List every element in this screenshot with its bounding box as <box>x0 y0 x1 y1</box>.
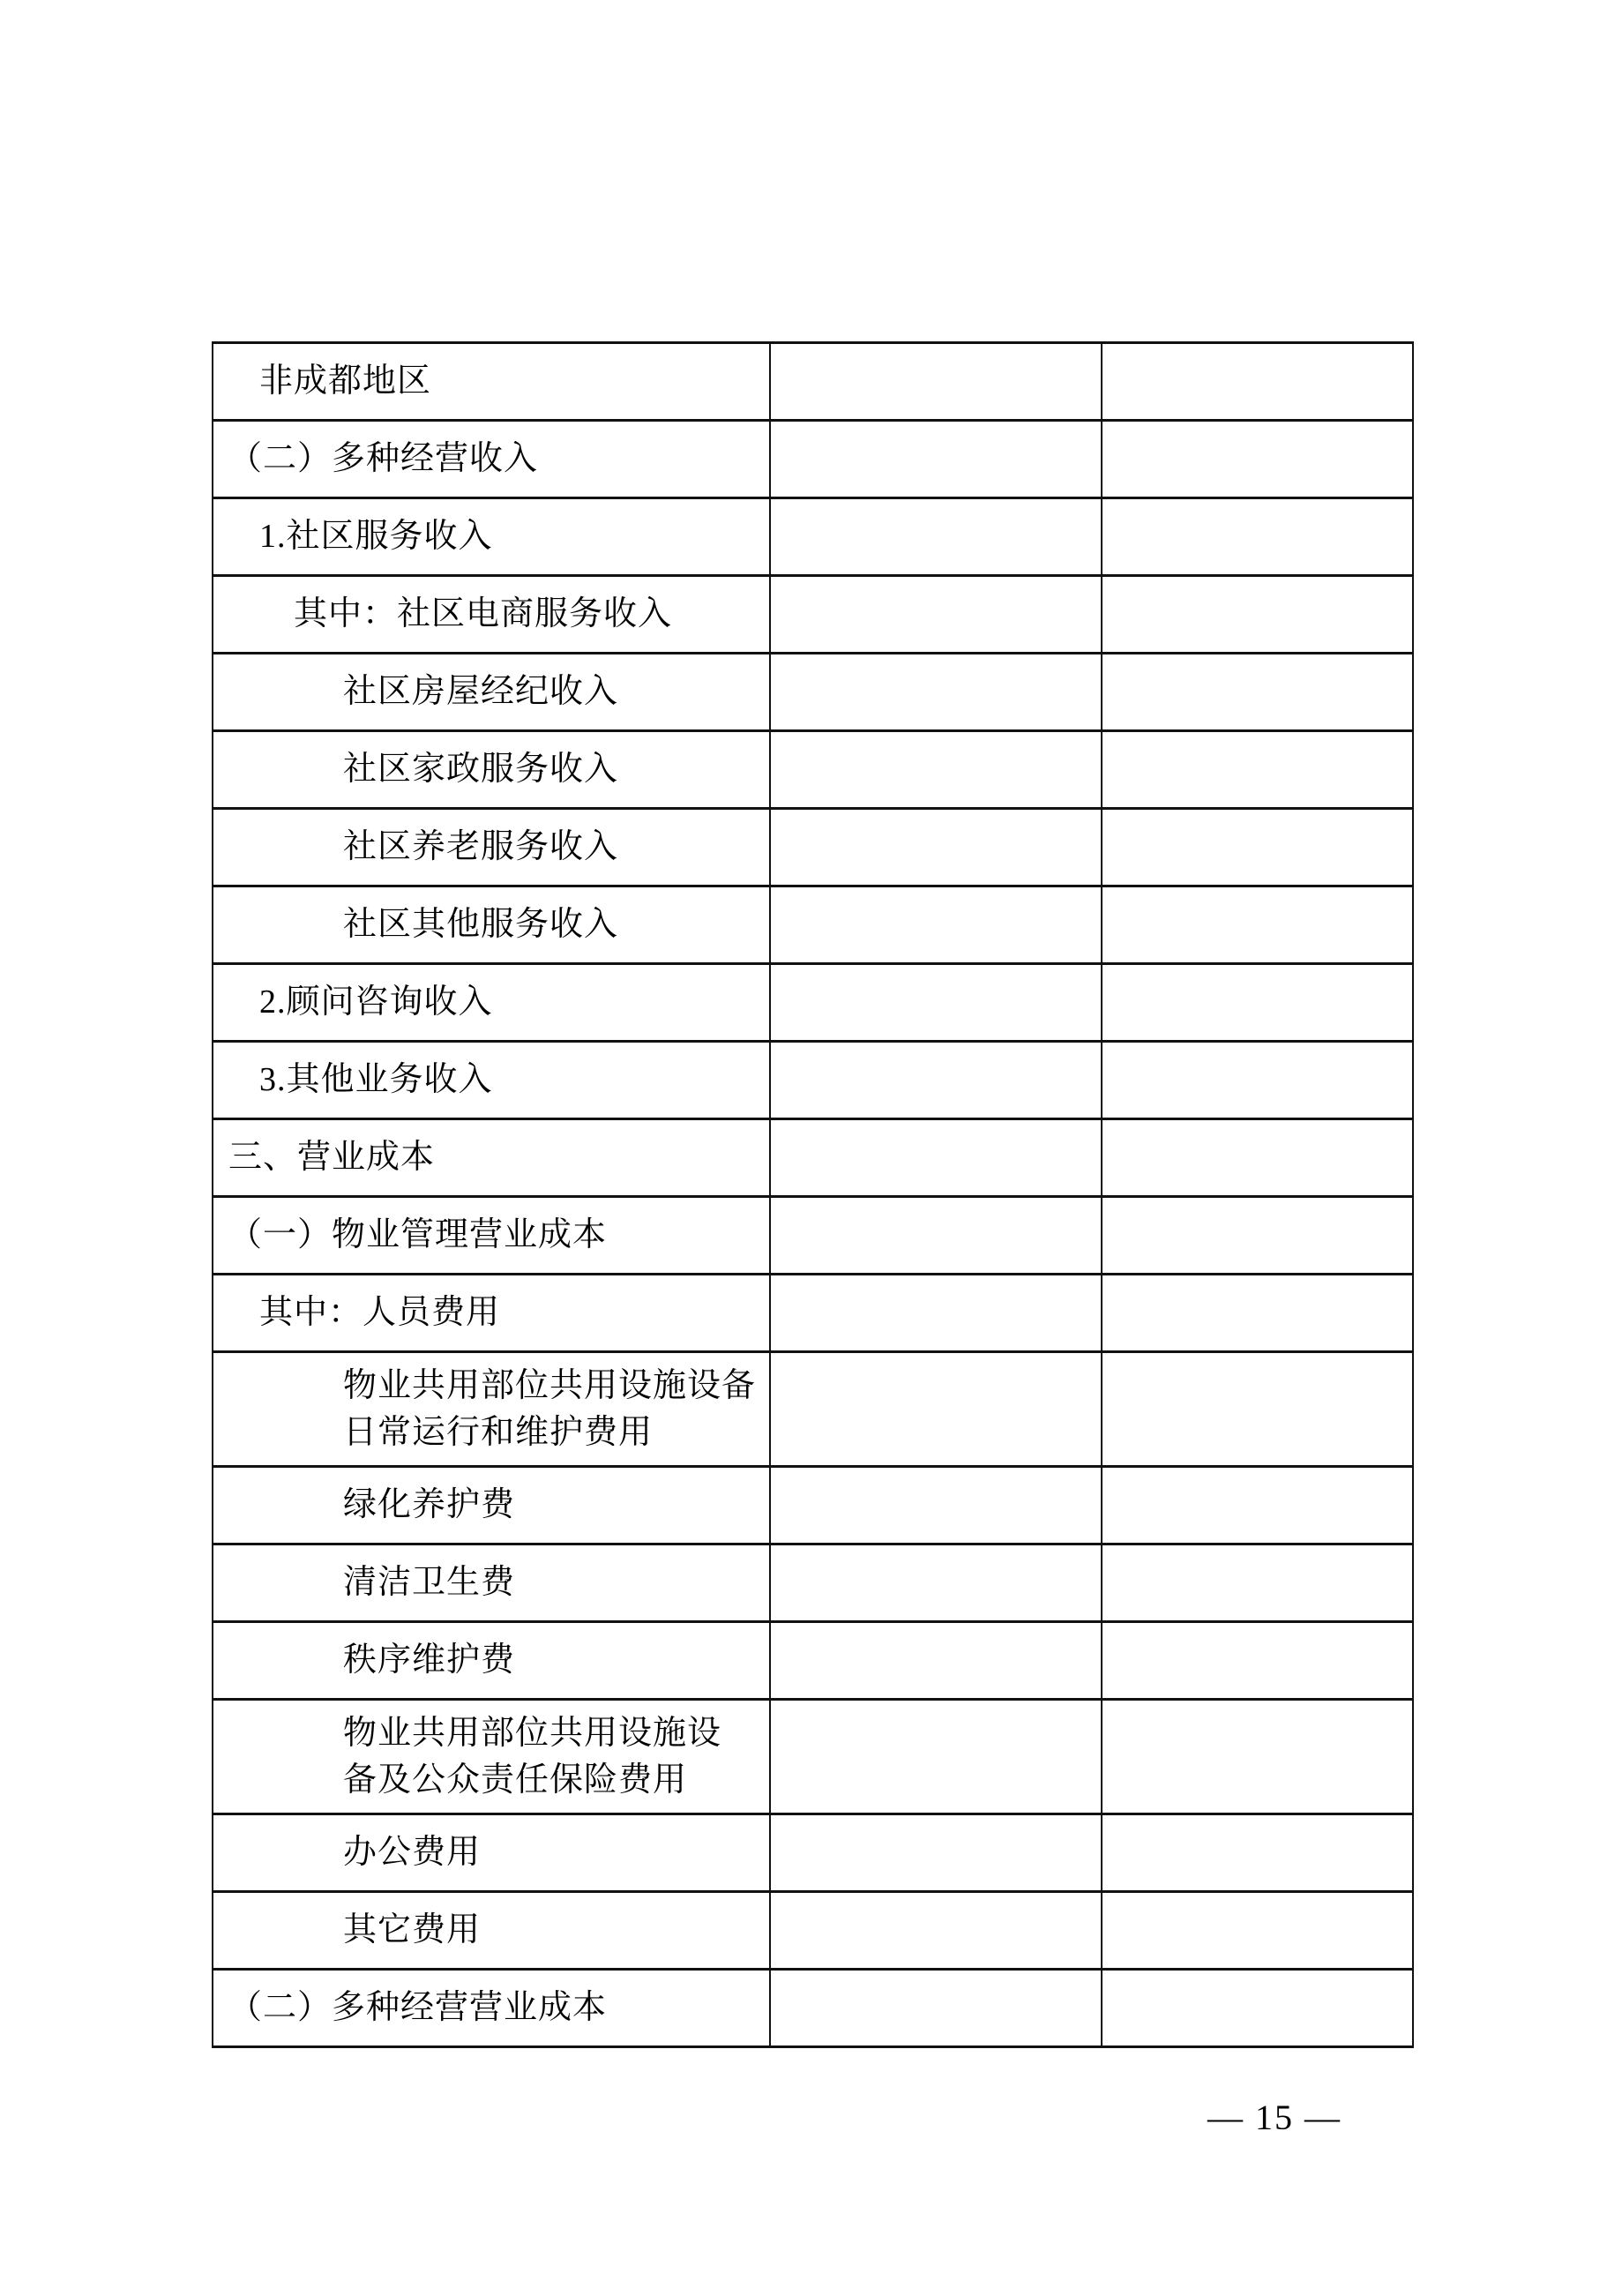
table-row <box>213 731 1413 809</box>
row-label-text: （一）物业管理营业成本 <box>228 1216 608 1253</box>
table-row <box>213 654 1413 731</box>
row-label-text: 其中：社区电商服务收入 <box>294 595 673 632</box>
row-label-cell <box>213 731 770 809</box>
row-label-cell <box>213 1042 770 1119</box>
value-cell-empty <box>1102 1352 1413 1467</box>
value-cell-empty <box>1102 1970 1413 2047</box>
value-cell-empty <box>1102 1042 1413 1119</box>
table-row <box>213 1352 1413 1467</box>
value-cell-empty <box>770 576 1102 654</box>
row-label-cell <box>213 1467 770 1544</box>
value-cell-empty <box>770 1814 1102 1892</box>
table-row <box>213 1700 1413 1814</box>
financial-table-body <box>213 343 1413 2047</box>
table-row <box>213 498 1413 576</box>
value-cell-empty <box>1102 1119 1413 1197</box>
value-cell-empty <box>1102 1814 1413 1892</box>
row-label-text: 社区养老服务收入 <box>343 828 619 865</box>
row-label-text: 非成都地区 <box>259 363 432 400</box>
row-label-cell <box>213 1119 770 1197</box>
row-label-text: 物业共用部位共用设施设 备及公众责任保险费用 <box>343 1714 722 1799</box>
value-cell-empty <box>1102 731 1413 809</box>
value-cell-empty <box>770 1622 1102 1700</box>
value-cell-empty <box>770 1892 1102 1970</box>
table-row <box>213 1544 1413 1622</box>
row-label-cell <box>213 1892 770 1970</box>
row-label-cell <box>213 343 770 421</box>
row-label-text: 其中：人员费用 <box>259 1294 501 1331</box>
table-row <box>213 1197 1413 1275</box>
value-cell-empty <box>1102 1467 1413 1544</box>
value-cell-empty <box>1102 1622 1413 1700</box>
table-row <box>213 343 1413 421</box>
value-cell-empty <box>770 498 1102 576</box>
table-row <box>213 1892 1413 1970</box>
row-label-cell <box>213 1352 770 1467</box>
table-row <box>213 809 1413 886</box>
value-cell-empty <box>770 886 1102 964</box>
row-label-cell <box>213 886 770 964</box>
row-label-cell <box>213 498 770 576</box>
row-label-cell <box>213 809 770 886</box>
value-cell-empty <box>770 1197 1102 1275</box>
value-cell-empty <box>770 1352 1102 1467</box>
value-cell-empty <box>1102 576 1413 654</box>
row-label-text: （二）多种经营收入 <box>228 440 539 477</box>
value-cell-empty <box>770 1544 1102 1622</box>
value-cell-empty <box>770 1970 1102 2047</box>
value-cell-empty <box>770 343 1102 421</box>
value-cell-empty <box>770 731 1102 809</box>
row-label-text: 清洁卫生费 <box>343 1564 516 1601</box>
row-label-text: 其它费用 <box>343 1911 482 1948</box>
value-cell-empty <box>1102 886 1413 964</box>
row-label-text: 3.其他业务收入 <box>259 1061 493 1098</box>
row-label-cell <box>213 964 770 1042</box>
row-label-text: （二）多种经营营业成本 <box>228 1989 608 2026</box>
value-cell-empty <box>1102 1197 1413 1275</box>
row-label-cell <box>213 576 770 654</box>
row-label-text: 办公费用 <box>343 1834 482 1871</box>
value-cell-empty <box>1102 343 1413 421</box>
row-label-text: 社区其他服务收入 <box>343 906 619 943</box>
value-cell-empty <box>1102 809 1413 886</box>
row-label-text: 社区房屋经纪收入 <box>343 673 619 710</box>
row-label-cell <box>213 1197 770 1275</box>
row-label-cell <box>213 1275 770 1352</box>
page-number: — 15 — <box>1207 2098 1342 2137</box>
value-cell-empty <box>770 964 1102 1042</box>
value-cell-empty <box>1102 1544 1413 1622</box>
row-label-text: 社区家政服务收入 <box>343 751 619 788</box>
table-row <box>213 1970 1413 2047</box>
row-label-cell <box>213 1814 770 1892</box>
row-label-cell <box>213 1700 770 1814</box>
value-cell-empty <box>770 809 1102 886</box>
table-row <box>213 1119 1413 1197</box>
row-label-cell <box>213 1970 770 2047</box>
row-label-text: 三、营业成本 <box>228 1139 436 1176</box>
value-cell-empty <box>1102 498 1413 576</box>
table-row <box>213 964 1413 1042</box>
table-row <box>213 576 1413 654</box>
table-row <box>213 1622 1413 1700</box>
value-cell-empty <box>1102 1275 1413 1352</box>
row-label-cell <box>213 1544 770 1622</box>
value-cell-empty <box>1102 421 1413 498</box>
row-label-text: 绿化养护费 <box>343 1486 516 1523</box>
table-row <box>213 886 1413 964</box>
value-cell-empty <box>770 1119 1102 1197</box>
value-cell-empty <box>770 654 1102 731</box>
value-cell-empty <box>1102 1700 1413 1814</box>
row-label-text: 秩序维护费 <box>343 1642 516 1679</box>
row-label-cell <box>213 1622 770 1700</box>
value-cell-empty <box>770 421 1102 498</box>
financial-table <box>212 341 1414 2048</box>
row-label-text: 物业共用部位共用设施设备 日常运行和维护费用 <box>343 1366 757 1451</box>
value-cell-empty <box>1102 654 1413 731</box>
value-cell-empty <box>770 1275 1102 1352</box>
table-row <box>213 1814 1413 1892</box>
value-cell-empty <box>770 1467 1102 1544</box>
table-row <box>213 1275 1413 1352</box>
row-label-cell <box>213 421 770 498</box>
table-row <box>213 421 1413 498</box>
row-label-text: 1.社区服务收入 <box>259 518 493 555</box>
value-cell-empty <box>1102 1892 1413 1970</box>
value-cell-empty <box>770 1700 1102 1814</box>
row-label-cell <box>213 654 770 731</box>
value-cell-empty <box>1102 964 1413 1042</box>
value-cell-empty <box>770 1042 1102 1119</box>
row-label-text: 2.顾问咨询收入 <box>259 983 493 1021</box>
table-row <box>213 1042 1413 1119</box>
table-row <box>213 1467 1413 1544</box>
